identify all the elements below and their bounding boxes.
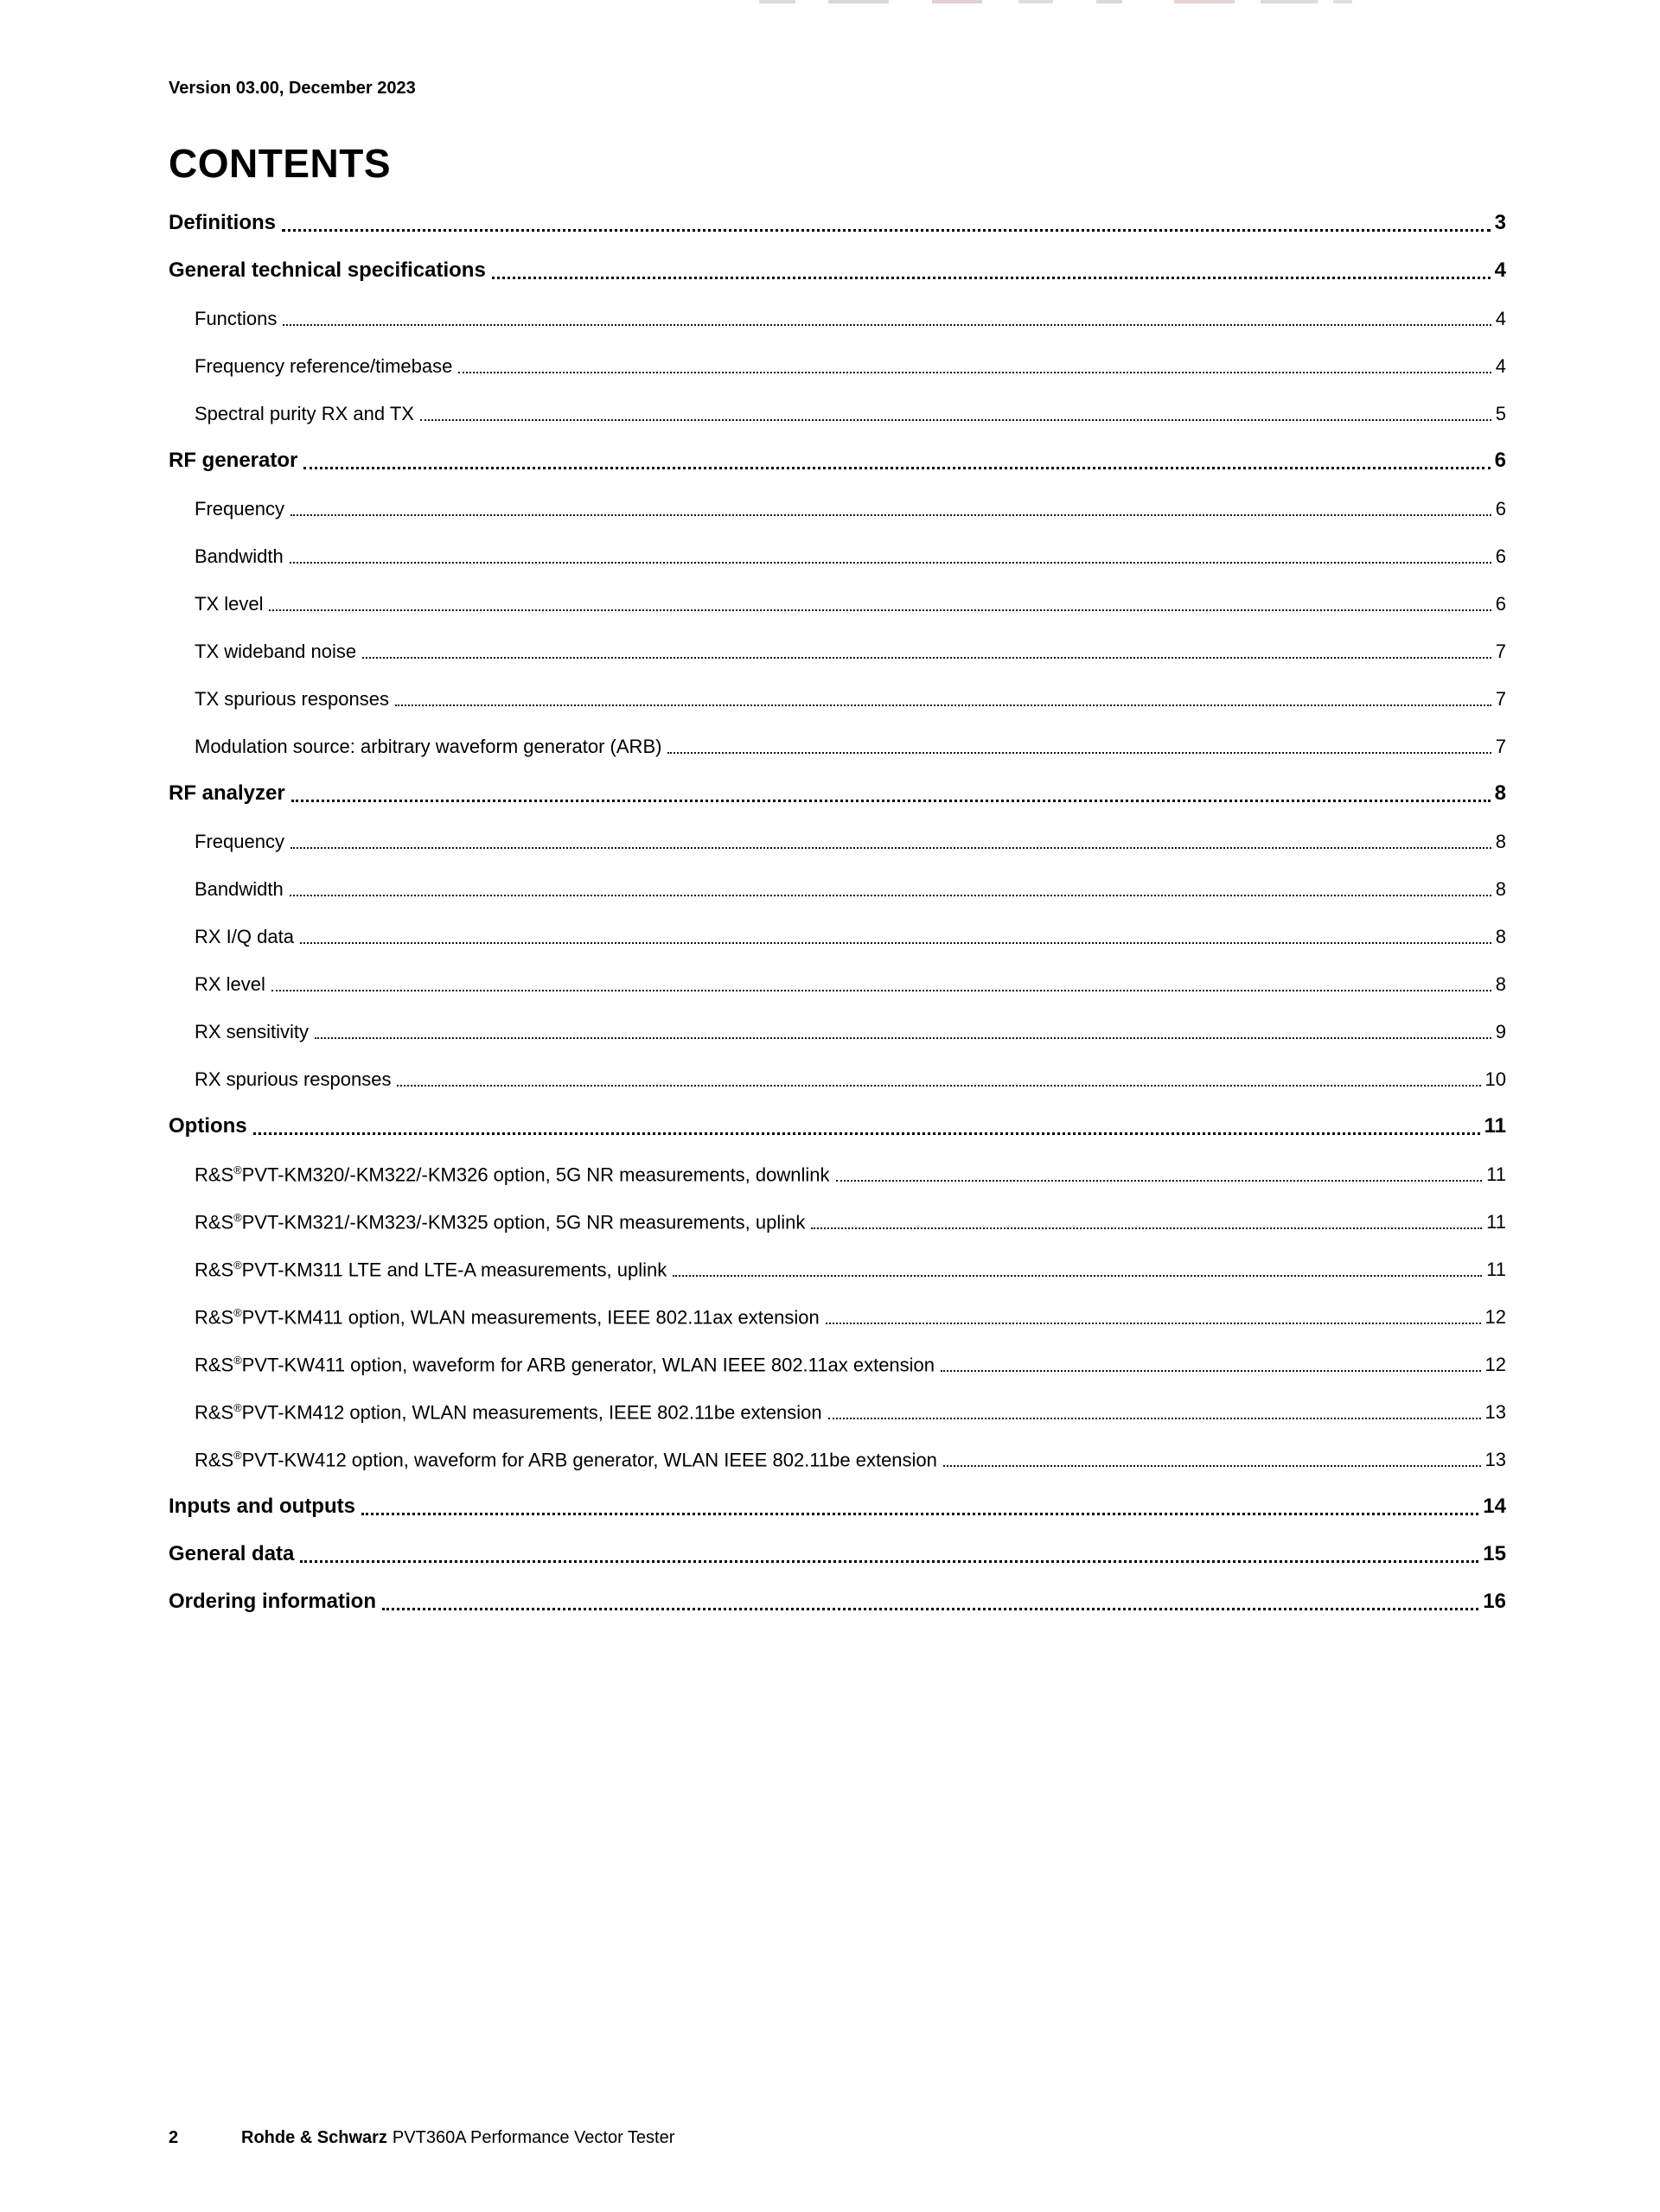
dotted-leader	[300, 1560, 1478, 1563]
registered-trademark-symbol: ®	[233, 1400, 242, 1414]
toc-entry[interactable]	[169, 1186, 1506, 1233]
version-line: Version 03.00, December 2023	[169, 79, 416, 98]
toc-entry-label: General technical specifications	[169, 258, 486, 282]
dotted-leader	[941, 1370, 1480, 1372]
toc-entry-page: 13	[1484, 1449, 1506, 1470]
toc-entry-label: RX sensitivity	[195, 1021, 310, 1042]
toc-entry[interactable]	[169, 615, 1506, 663]
toc-entry-label: TX level	[195, 593, 264, 615]
toc-entry-page: 5	[1495, 403, 1506, 424]
toc-entry[interactable]	[169, 330, 1506, 378]
toc-entry[interactable]	[169, 711, 1506, 758]
toc-entry[interactable]	[169, 1376, 1506, 1424]
page-footer	[169, 2128, 674, 2148]
registered-trademark-symbol: ®	[233, 1163, 242, 1176]
toc-entry-label: TX spurious responses	[195, 688, 389, 710]
toc-entry-page: 10	[1484, 1068, 1506, 1090]
toc-entry-label: RX spurious responses	[195, 1068, 392, 1090]
toc-entry[interactable]	[169, 188, 1506, 235]
toc-entry-page: 16	[1483, 1590, 1506, 1613]
toc-entry-label: Frequency reference/timebase	[195, 355, 453, 377]
toc-entry-label: Ordering information	[169, 1590, 376, 1613]
dotted-leader	[382, 1608, 1478, 1610]
toc-entry-label: Frequency	[195, 831, 284, 852]
dotted-leader	[811, 1227, 1482, 1229]
toc-entry[interactable]	[169, 235, 1506, 283]
toc-entry-label: Frequency	[195, 498, 284, 520]
toc-entry[interactable]	[169, 1566, 1506, 1614]
toc-entry-page: 11	[1486, 1163, 1506, 1185]
dotted-leader	[315, 1037, 1491, 1039]
dotted-leader	[290, 514, 1491, 516]
toc-list	[169, 188, 1506, 1614]
dotted-leader	[291, 800, 1491, 802]
toc-entry-page: 4	[1494, 258, 1506, 282]
toc-entry-page: 11	[1486, 1259, 1506, 1280]
dotted-leader	[290, 847, 1491, 849]
toc-entry-label: RX level	[195, 973, 265, 995]
toc-entry[interactable]	[169, 996, 1506, 1043]
cropped-image-fragment	[1333, 0, 1352, 3]
toc-entry-page: 8	[1495, 973, 1506, 995]
toc-entry-page: 12	[1484, 1306, 1506, 1328]
toc-entry[interactable]	[169, 901, 1506, 948]
dotted-leader	[395, 704, 1491, 706]
registered-trademark-symbol: ®	[233, 1258, 242, 1272]
toc-entry-label: RX I/Q data	[195, 926, 294, 947]
toc-entry-page: 8	[1495, 878, 1506, 900]
toc-entry-label: R&S®PVT-KM320/-KM322/-KM326 option, 5G NR measurements, downlink	[195, 1163, 830, 1185]
toc-entry-page: 7	[1495, 641, 1506, 662]
toc-entry-page: 12	[1484, 1354, 1506, 1375]
toc-entry[interactable]	[169, 378, 1506, 425]
dotted-leader	[290, 562, 1491, 564]
toc-entry-page: 8	[1494, 781, 1506, 805]
toc-entry-label: TX wideband noise	[195, 641, 357, 662]
dotted-leader	[458, 372, 1491, 373]
dotted-leader	[828, 1418, 1481, 1419]
footer-page-number: 2	[169, 2128, 179, 2147]
toc-entry[interactable]	[169, 948, 1506, 996]
toc-entry[interactable]	[169, 425, 1506, 473]
toc-entry-page: 4	[1495, 355, 1506, 377]
toc-entry-page: 11	[1484, 1114, 1506, 1138]
dotted-leader	[492, 277, 1491, 279]
toc-entry-label: Modulation source: arbitrary waveform generator (ARB)	[195, 736, 662, 757]
dotted-leader	[303, 467, 1490, 469]
toc-entry-page: 8	[1495, 926, 1506, 947]
toc-entry[interactable]	[169, 1424, 1506, 1471]
toc-entry-page: 6	[1494, 449, 1506, 472]
toc-entry-label: R&S®PVT-KM411 option, WLAN measurements, IEEE 802.11ax extension	[195, 1305, 820, 1328]
toc-entry[interactable]	[169, 1281, 1506, 1329]
toc-entry-page: 4	[1495, 308, 1506, 329]
toc-entry-label: General data	[169, 1542, 295, 1565]
dotted-leader	[300, 942, 1491, 944]
cropped-image-fragment	[828, 0, 889, 3]
dotted-leader	[673, 1275, 1482, 1277]
cropped-image-fragment	[932, 0, 982, 3]
toc-entry-label: Bandwidth	[195, 545, 284, 567]
toc-entry[interactable]	[169, 568, 1506, 615]
toc-entry-page: 6	[1495, 498, 1506, 520]
toc-entry[interactable]	[169, 1233, 1506, 1281]
dotted-leader	[283, 324, 1491, 326]
toc-entry-page: 14	[1483, 1495, 1506, 1518]
dotted-leader	[362, 657, 1491, 659]
toc-entry[interactable]	[169, 283, 1506, 330]
toc-entry-label: R&S®PVT-KM321/-KM323/-KM325 option, 5G NR measurements, uplink	[195, 1210, 806, 1233]
registered-trademark-symbol: ®	[233, 1353, 242, 1367]
footer-brand: Rohde & Schwarz	[241, 2128, 387, 2147]
toc-entry-page: 8	[1495, 831, 1506, 852]
toc-entry-label: Definitions	[169, 211, 276, 234]
toc-entry[interactable]	[169, 1329, 1506, 1376]
dotted-leader	[420, 419, 1491, 421]
cropped-image-fragment	[759, 0, 795, 3]
dotted-leader	[397, 1085, 1480, 1087]
toc-entry-label: Spectral purity RX and TX	[195, 403, 414, 424]
dotted-leader	[282, 229, 1491, 232]
cropped-image-fragment	[1096, 0, 1122, 3]
toc-entry-page: 7	[1495, 736, 1506, 757]
dotted-leader	[943, 1465, 1481, 1467]
toc-entry-page: 9	[1495, 1021, 1506, 1042]
toc-entry[interactable]	[169, 1138, 1506, 1186]
footer-product: PVT360A Performance Vector Tester	[392, 2128, 675, 2147]
dotted-leader	[836, 1180, 1483, 1182]
registered-trademark-symbol: ®	[233, 1448, 242, 1462]
cropped-image-fragment	[1018, 0, 1053, 3]
toc-entry-label: Functions	[195, 308, 278, 329]
toc-entry[interactable]	[169, 1043, 1506, 1091]
toc-entry[interactable]	[169, 853, 1506, 901]
toc-entry-page: 15	[1483, 1542, 1506, 1565]
registered-trademark-symbol: ®	[233, 1305, 242, 1319]
dotted-leader	[271, 990, 1491, 991]
toc-entry-page: 7	[1495, 688, 1506, 710]
toc-entry-label: R&S®PVT-KM311 LTE and LTE-A measurements, uplink	[195, 1258, 667, 1280]
toc-entry-label: Inputs and outputs	[169, 1495, 355, 1518]
toc-entry-label: R&S®PVT-KW411 option, waveform for ARB generator, WLAN IEEE 802.11ax extension	[195, 1353, 935, 1375]
toc-entry[interactable]	[169, 1519, 1506, 1566]
toc-entry-label: Bandwidth	[195, 878, 284, 900]
toc-entry[interactable]	[169, 1471, 1506, 1519]
toc-entry[interactable]	[169, 758, 1506, 806]
registered-trademark-symbol: ®	[233, 1210, 242, 1224]
dotted-leader	[253, 1132, 1480, 1135]
toc-entry-label: R&S®PVT-KM412 option, WLAN measurements, IEEE 802.11be extension	[195, 1400, 822, 1423]
toc-entry[interactable]	[169, 806, 1506, 853]
toc-entry-page: 6	[1495, 593, 1506, 615]
dotted-leader	[269, 609, 1491, 611]
toc-entry[interactable]	[169, 1091, 1506, 1138]
toc-entry-page: 6	[1495, 545, 1506, 567]
toc-entry-page: 11	[1486, 1211, 1506, 1233]
top-edge-remnant	[0, 0, 1660, 5]
cropped-image-fragment	[1261, 0, 1318, 3]
toc-entry-label: Options	[169, 1114, 247, 1138]
dotted-leader	[667, 752, 1491, 754]
toc-entry-page: 3	[1494, 211, 1506, 234]
cropped-image-fragment	[1174, 0, 1235, 3]
toc-entry[interactable]	[169, 520, 1506, 568]
dotted-leader	[826, 1323, 1481, 1324]
toc-entry-page: 13	[1484, 1401, 1506, 1423]
toc-entry[interactable]	[169, 663, 1506, 711]
toc-entry-label: RF generator	[169, 449, 298, 472]
dotted-leader	[361, 1513, 1478, 1515]
toc-entry[interactable]	[169, 473, 1506, 520]
dotted-leader	[290, 895, 1491, 896]
contents-title: CONTENTS	[169, 141, 391, 186]
toc-entry-label: R&S®PVT-KW412 option, waveform for ARB generator, WLAN IEEE 802.11be extension	[195, 1448, 937, 1470]
toc-entry-label: RF analyzer	[169, 781, 285, 805]
